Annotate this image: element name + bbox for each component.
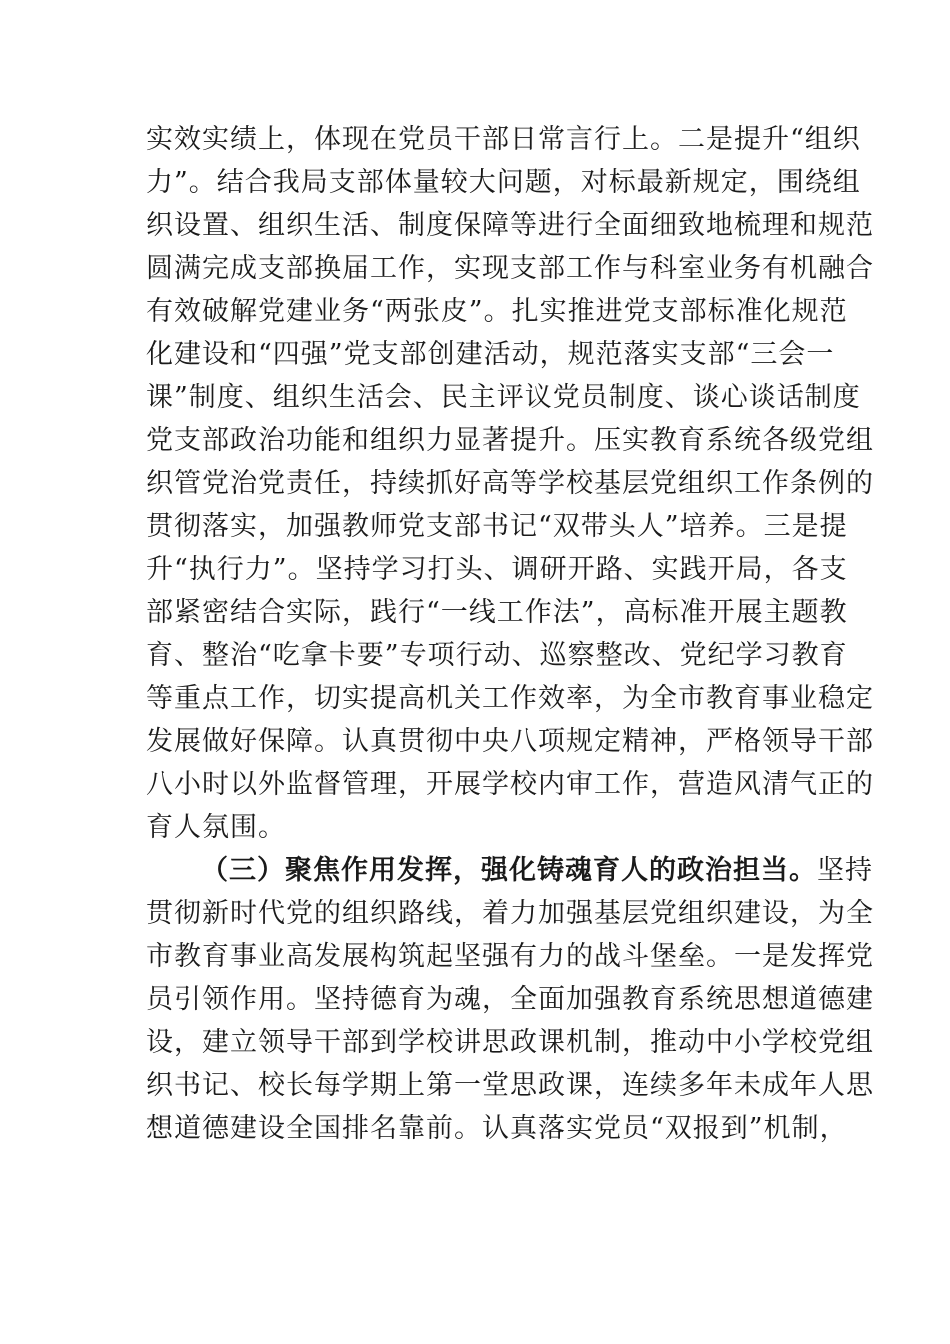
paragraph-line: 八小时以外监督管理，开展学校内审工作，营造风清气正的 <box>146 769 874 800</box>
paragraph-line: 设，建立领导干部到学校讲思政课机制，推动中小学校党组 <box>146 1027 874 1058</box>
paragraph-line: 想道德建设全国排名靠前。认真落实党员“双报到”机制， <box>146 1113 848 1144</box>
paragraph-line: 党支部政治功能和组织力显著提升。压实教育系统各级党组 <box>146 425 874 456</box>
paragraph-line: 员引领作用。坚持德育为魂，全面加强教育系统思想道德建 <box>146 984 874 1015</box>
heading-line-rest: 坚持 <box>817 855 873 886</box>
paragraph-line: 等重点工作，切实提高机关工作效率，为全市教育事业稳定 <box>146 683 874 714</box>
paragraph-line: 织设置、组织生活、制度保障等进行全面细致地梳理和规范 <box>146 210 874 241</box>
paragraph-line: 织书记、校长每学期上第一堂思政课，连续多年未成年人思 <box>146 1070 874 1101</box>
paragraph-line: 部紧密结合实际，践行“一线工作法”，高标准开展主题教 <box>146 597 848 628</box>
paragraph-line: 织管党治党责任，持续抓好高等学校基层党组织工作条例的 <box>146 468 874 499</box>
paragraph-line: 贯彻落实，加强教师党支部书记“双带头人”培养。三是提 <box>146 511 848 542</box>
paragraph-line: 圆满完成支部换届工作，实现支部工作与科室业务有机融合 <box>146 253 874 284</box>
paragraph-line: 发展做好保障。认真贯彻中央八项规定精神，严格领导干部 <box>146 726 874 757</box>
paragraph-line: 实效实绩上，体现在党员干部日常言行上。二是提升“组织 <box>146 124 861 155</box>
paragraph-line: 课”制度、组织生活会、民主评议党员制度、谈心谈话制度 <box>146 382 861 413</box>
paragraph-line: 市教育事业高发展构筑起坚强有力的战斗堡垒。一是发挥党 <box>146 941 874 972</box>
section-heading: （三）聚焦作用发挥，强化铸魂育人的政治担当。 <box>201 855 817 886</box>
paragraph-line: 有效破解党建业务“两张皮”。扎实推进党支部标准化规范 <box>146 296 848 327</box>
paragraph-line: 升“执行力”。坚持学习打头、调研开路、实践开局，各支 <box>146 554 848 585</box>
paragraph-line: 力”。结合我局支部体量较大问题，对标最新规定，围绕组 <box>146 167 861 198</box>
paragraph-line: 育人氛围。 <box>146 812 286 843</box>
section-heading-line <box>201 854 873 888</box>
paragraph-line: 化建设和“四强”党支部创建活动，规范落实支部“三会一 <box>146 339 835 370</box>
paragraph-line: 育、整治“吃拿卡要”专项行动、巡察整改、党纪学习教育 <box>146 640 848 671</box>
paragraph-line: 贯彻新时代党的组织路线，着力加强基层党组织建设，为全 <box>146 898 874 929</box>
